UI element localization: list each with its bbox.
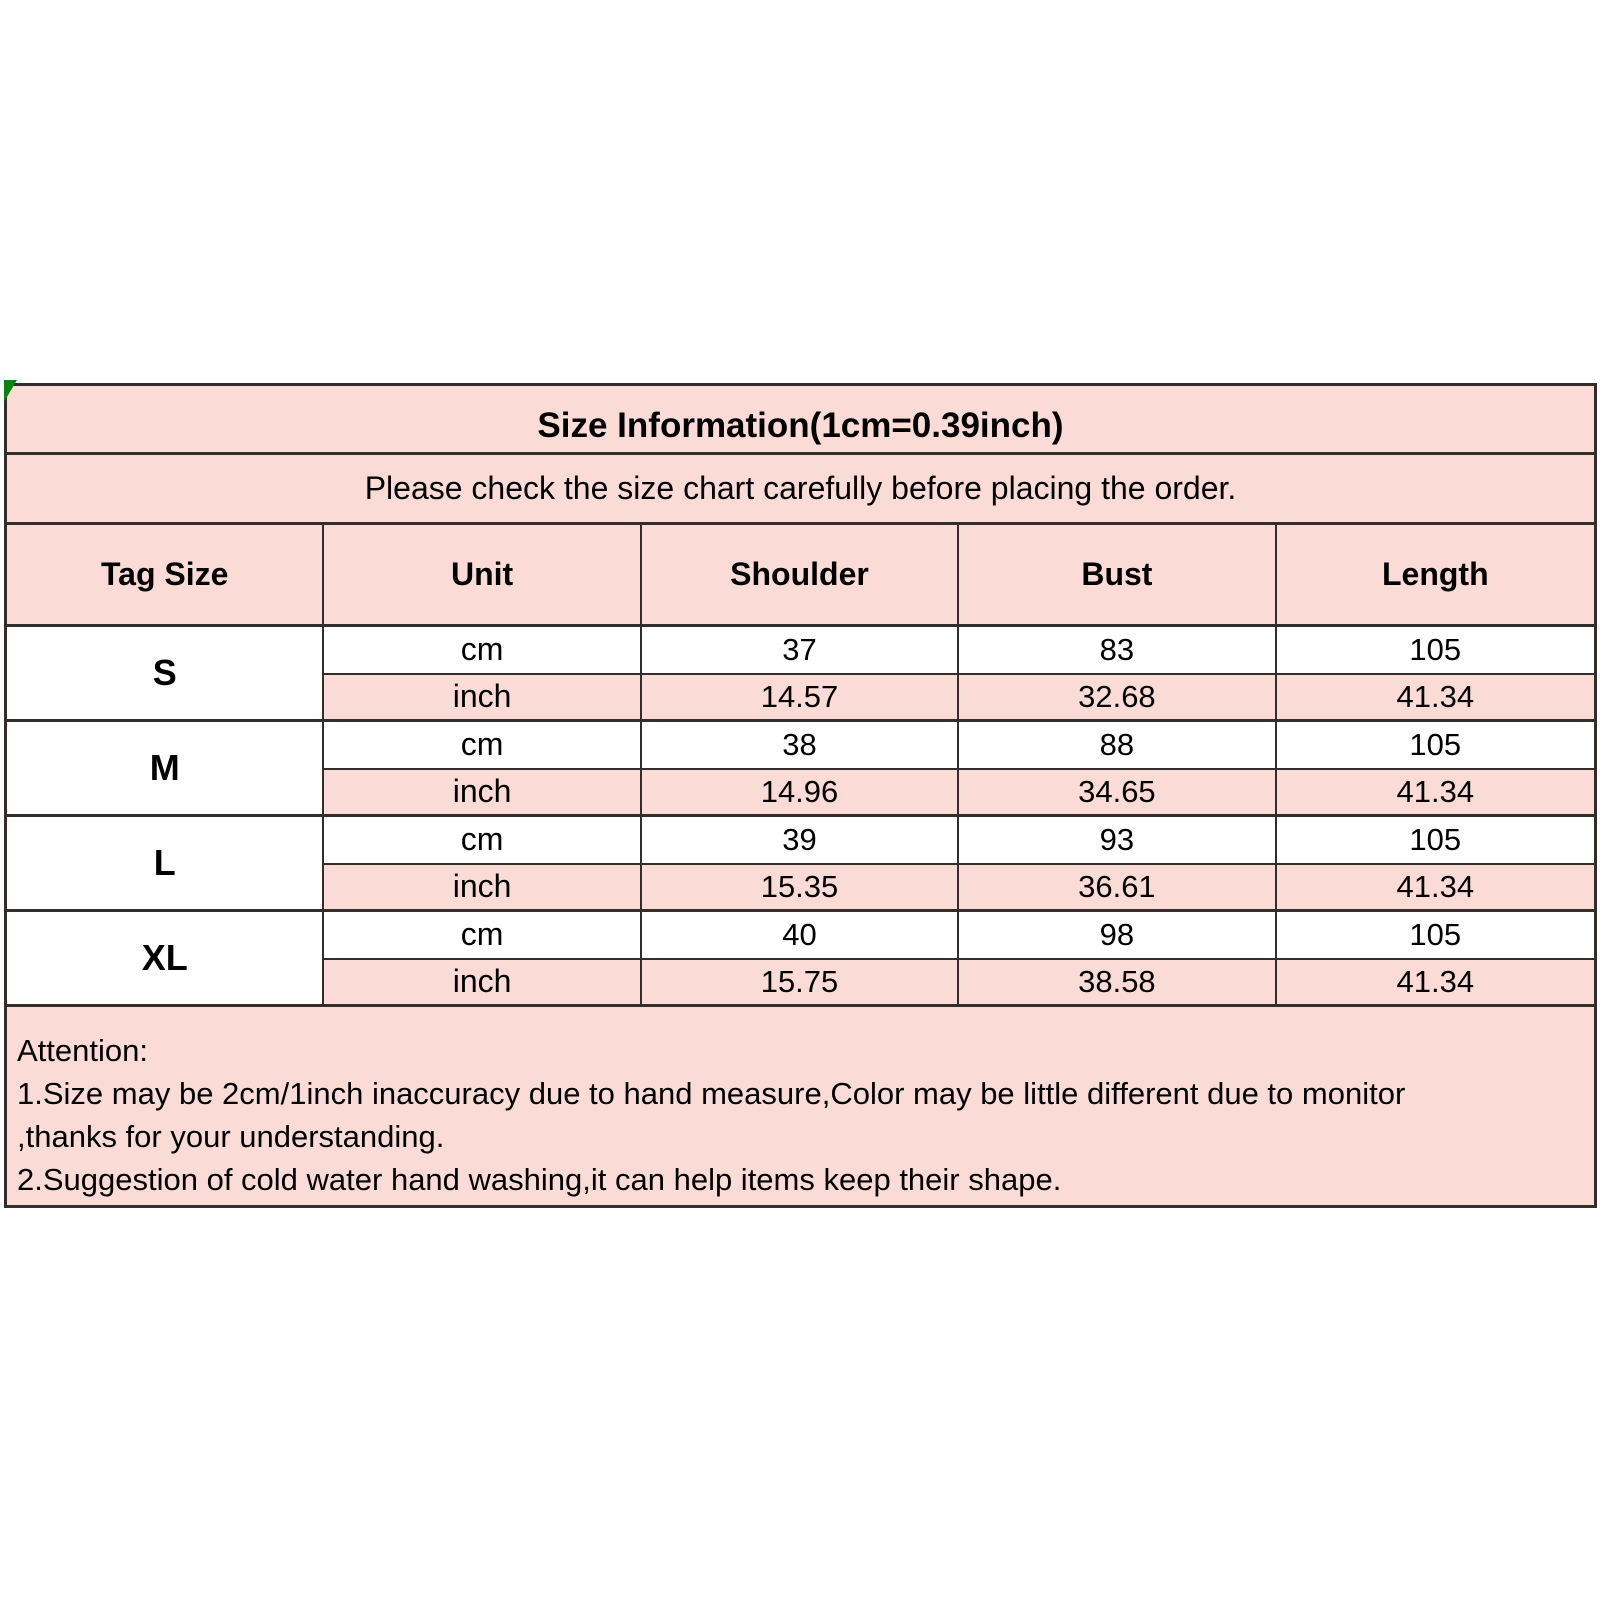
cell-l-inch-length: 41.34	[1277, 865, 1594, 913]
unit-cell-l-cm: cm	[324, 817, 641, 865]
header-cell-bust: Bust	[959, 525, 1276, 627]
cell-xl-inch-bust: 38.58	[959, 960, 1276, 1008]
header-cell-length: Length	[1277, 525, 1594, 627]
cell-l-cm-shoulder: 39	[642, 817, 959, 865]
attention-line-3: 2.Suggestion of cold water hand washing,it can help items keep their shape.	[17, 1162, 1062, 1197]
cell-l-cm-bust: 93	[959, 817, 1276, 865]
table-subtitle: Please check the size chart carefully before placing the order.	[7, 455, 1594, 525]
cell-s-cm-bust: 83	[959, 627, 1276, 675]
unit-cell-s-inch: inch	[324, 675, 641, 723]
cell-l-inch-bust: 36.61	[959, 865, 1276, 913]
table-title: Size Information(1cm=0.39inch)	[7, 386, 1594, 455]
cell-s-inch-shoulder: 14.57	[642, 675, 959, 723]
cell-m-inch-length: 41.34	[1277, 770, 1594, 818]
cell-s-cm-shoulder: 37	[642, 627, 959, 675]
tag-cell-m: M	[7, 722, 324, 817]
unit-cell-l-inch: inch	[324, 865, 641, 913]
cell-xl-cm-shoulder: 40	[642, 912, 959, 960]
unit-cell-xl-inch: inch	[324, 960, 641, 1008]
tag-cell-s: S	[7, 627, 324, 722]
attention-block	[7, 1007, 1594, 1205]
cell-l-cm-length: 105	[1277, 817, 1594, 865]
header-cell-unit: Unit	[324, 525, 641, 627]
cell-s-cm-length: 105	[1277, 627, 1594, 675]
cell-m-inch-shoulder: 14.96	[642, 770, 959, 818]
cell-l-inch-shoulder: 15.35	[642, 865, 959, 913]
attention-line-2: ,thanks for your understanding.	[17, 1119, 445, 1154]
header-cell-tag-size: Tag Size	[7, 525, 324, 627]
cell-xl-inch-length: 41.34	[1277, 960, 1594, 1008]
unit-cell-s-cm: cm	[324, 627, 641, 675]
cell-xl-cm-length: 105	[1277, 912, 1594, 960]
cell-m-cm-shoulder: 38	[642, 722, 959, 770]
cell-m-cm-length: 105	[1277, 722, 1594, 770]
header-cell-shoulder: Shoulder	[642, 525, 959, 627]
unit-cell-m-cm: cm	[324, 722, 641, 770]
cell-m-inch-bust: 34.65	[959, 770, 1276, 818]
size-chart-table	[4, 383, 1597, 1208]
unit-cell-m-inch: inch	[324, 770, 641, 818]
cell-s-inch-bust: 32.68	[959, 675, 1276, 723]
attention-heading: Attention:	[17, 1033, 148, 1068]
unit-cell-xl-cm: cm	[324, 912, 641, 960]
cell-xl-cm-bust: 98	[959, 912, 1276, 960]
tag-cell-l: L	[7, 817, 324, 912]
tag-cell-xl: XL	[7, 912, 324, 1007]
cell-m-cm-bust: 88	[959, 722, 1276, 770]
attention-line-1: 1.Size may be 2cm/1inch inaccuracy due to hand measure,Color may be little different due to monitor	[17, 1076, 1406, 1111]
cell-s-inch-length: 41.34	[1277, 675, 1594, 723]
cell-xl-inch-shoulder: 15.75	[642, 960, 959, 1008]
